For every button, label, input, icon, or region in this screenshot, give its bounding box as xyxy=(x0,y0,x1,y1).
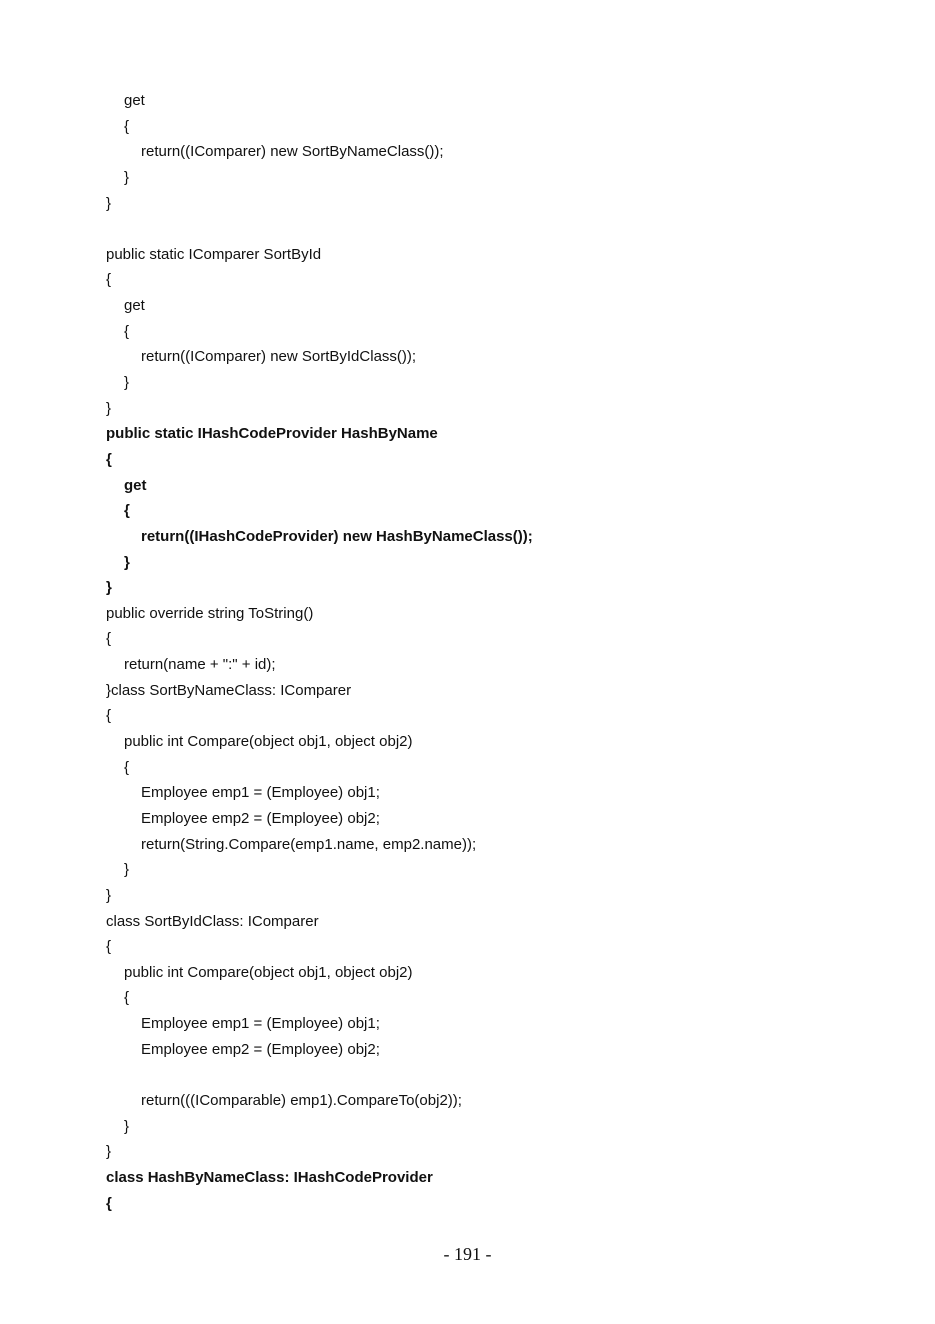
code-line: return(((IComparable) emp1).CompareTo(obj2)); xyxy=(141,1091,462,1109)
code-line: } xyxy=(124,374,130,392)
code-line: class HashByNameClass: IHashCodeProvider xyxy=(106,1168,433,1186)
code-line: public override string ToString() xyxy=(106,604,314,622)
code-line: Employee emp1 = (Employee) obj1; xyxy=(141,1015,380,1033)
code-line: } xyxy=(106,194,112,212)
code-line: get xyxy=(124,297,145,315)
code-line: { xyxy=(106,450,112,468)
code-line: { xyxy=(124,989,130,1007)
code-line: } xyxy=(106,399,112,417)
code-line: { xyxy=(106,630,112,648)
page-number: - 191 - xyxy=(443,1244,492,1264)
code-line: return((IComparer) new SortByIdClass()); xyxy=(141,348,417,366)
code-line: { xyxy=(124,758,130,776)
code-line: { xyxy=(124,502,130,520)
blank-line xyxy=(0,1062,935,1088)
code-line: get xyxy=(124,92,145,109)
code-line: { xyxy=(106,271,112,289)
code-line: } xyxy=(106,886,112,904)
code-line: return((IHashCodeProvider) new HashByNameClass()); xyxy=(141,527,533,545)
code-line: } xyxy=(124,861,130,879)
code-line: } xyxy=(124,553,130,571)
code-line: public int Compare(object obj1, object obj2) xyxy=(124,733,413,751)
blank-line xyxy=(0,216,935,242)
code-line: Employee emp2 = (Employee) obj2; xyxy=(141,1040,380,1058)
code-line: } xyxy=(106,1143,112,1161)
code-line: class SortByIdClass: IComparer xyxy=(106,912,319,930)
code-line: Employee emp2 = (Employee) obj2; xyxy=(141,809,380,827)
code-line: return((IComparer) new SortByNameClass()); xyxy=(141,143,444,161)
code-line: return(name + ":" + id); xyxy=(124,656,276,674)
code-line: { xyxy=(106,938,112,956)
code-line: get xyxy=(124,476,147,494)
code-line: }class SortByNameClass: IComparer xyxy=(106,681,352,699)
code-line: } xyxy=(106,579,112,597)
code-line: { xyxy=(124,117,130,135)
code-line: { xyxy=(106,707,112,725)
code-line: Employee emp1 = (Employee) obj1; xyxy=(141,784,380,802)
code-line: public static IComparer SortById xyxy=(106,245,322,263)
code-line: public static IHashCodeProvider HashByName xyxy=(106,425,438,443)
code-line: return(String.Compare(emp1.name, emp2.name)); xyxy=(141,835,477,853)
code-listing xyxy=(0,88,935,1216)
code-line: } xyxy=(124,168,130,186)
code-line: { xyxy=(124,322,130,340)
code-line: public int Compare(object obj1, object obj2) xyxy=(124,963,413,981)
code-line: } xyxy=(124,1117,130,1135)
code-line: { xyxy=(106,1194,112,1212)
